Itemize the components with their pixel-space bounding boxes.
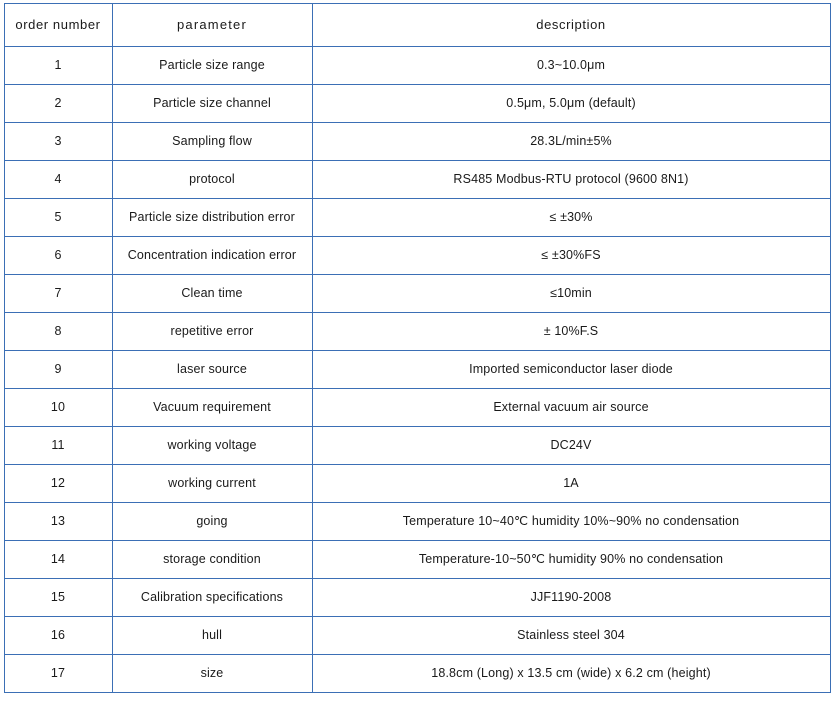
- table-row: [4, 313, 830, 351]
- cell-description: ≤ ±30%: [312, 199, 830, 237]
- table-body: [4, 4, 830, 693]
- cell-order-number: 6: [4, 237, 112, 275]
- cell-description: ≤10min: [312, 275, 830, 313]
- cell-parameter: protocol: [112, 161, 312, 199]
- cell-description: 1A: [312, 465, 830, 503]
- table-header-row: [4, 4, 830, 47]
- cell-order-number: 8: [4, 313, 112, 351]
- cell-order-number: 13: [4, 503, 112, 541]
- table-row: [4, 503, 830, 541]
- cell-order-number: 9: [4, 351, 112, 389]
- table-row: [4, 199, 830, 237]
- cell-parameter: Particle size distribution error: [112, 199, 312, 237]
- table-row: [4, 541, 830, 579]
- cell-parameter: Concentration indication error: [112, 237, 312, 275]
- table-row: [4, 389, 830, 427]
- cell-parameter: Calibration specifications: [112, 579, 312, 617]
- cell-description: ≤ ±30%FS: [312, 237, 830, 275]
- cell-description: ± 10%F.S: [312, 313, 830, 351]
- cell-order-number: 4: [4, 161, 112, 199]
- cell-description: JJF1190-2008: [312, 579, 830, 617]
- cell-parameter: working current: [112, 465, 312, 503]
- cell-order-number: 1: [4, 47, 112, 85]
- cell-parameter: size: [112, 655, 312, 693]
- cell-parameter: laser source: [112, 351, 312, 389]
- header-description: description: [312, 4, 830, 47]
- table-row: [4, 275, 830, 313]
- cell-description: DC24V: [312, 427, 830, 465]
- table-row: [4, 47, 830, 85]
- cell-description: Temperature-10~50℃ humidity 90% no condensation: [312, 541, 830, 579]
- table-row: [4, 427, 830, 465]
- table-row: [4, 85, 830, 123]
- cell-parameter: Particle size channel: [112, 85, 312, 123]
- cell-parameter: Clean time: [112, 275, 312, 313]
- cell-description: External vacuum air source: [312, 389, 830, 427]
- header-order-number: order number: [4, 4, 112, 47]
- table-row: [4, 655, 830, 693]
- cell-description: 0.3~10.0μm: [312, 47, 830, 85]
- cell-description: RS485 Modbus-RTU protocol (9600 8N1): [312, 161, 830, 199]
- specification-table: [4, 3, 831, 693]
- cell-parameter: Vacuum requirement: [112, 389, 312, 427]
- header-parameter: parameter: [112, 4, 312, 47]
- cell-parameter: working voltage: [112, 427, 312, 465]
- table-row: [4, 123, 830, 161]
- cell-description: Temperature 10~40℃ humidity 10%~90% no condensation: [312, 503, 830, 541]
- cell-order-number: 2: [4, 85, 112, 123]
- cell-order-number: 5: [4, 199, 112, 237]
- cell-parameter: storage condition: [112, 541, 312, 579]
- cell-order-number: 3: [4, 123, 112, 161]
- cell-description: Imported semiconductor laser diode: [312, 351, 830, 389]
- cell-order-number: 14: [4, 541, 112, 579]
- cell-order-number: 12: [4, 465, 112, 503]
- table-row: [4, 237, 830, 275]
- cell-description: 0.5μm, 5.0μm (default): [312, 85, 830, 123]
- cell-parameter: Sampling flow: [112, 123, 312, 161]
- cell-parameter: Particle size range: [112, 47, 312, 85]
- cell-order-number: 7: [4, 275, 112, 313]
- table-row: [4, 617, 830, 655]
- cell-order-number: 11: [4, 427, 112, 465]
- cell-parameter: repetitive error: [112, 313, 312, 351]
- cell-parameter: going: [112, 503, 312, 541]
- cell-description: Stainless steel 304: [312, 617, 830, 655]
- cell-order-number: 15: [4, 579, 112, 617]
- cell-order-number: 17: [4, 655, 112, 693]
- cell-description: 28.3L/min±5%: [312, 123, 830, 161]
- cell-order-number: 16: [4, 617, 112, 655]
- cell-order-number: 10: [4, 389, 112, 427]
- cell-parameter: hull: [112, 617, 312, 655]
- table-row: [4, 351, 830, 389]
- table-row: [4, 465, 830, 503]
- table-row: [4, 579, 830, 617]
- table-row: [4, 161, 830, 199]
- cell-description: 18.8cm (Long) x 13.5 cm (wide) x 6.2 cm (height): [312, 655, 830, 693]
